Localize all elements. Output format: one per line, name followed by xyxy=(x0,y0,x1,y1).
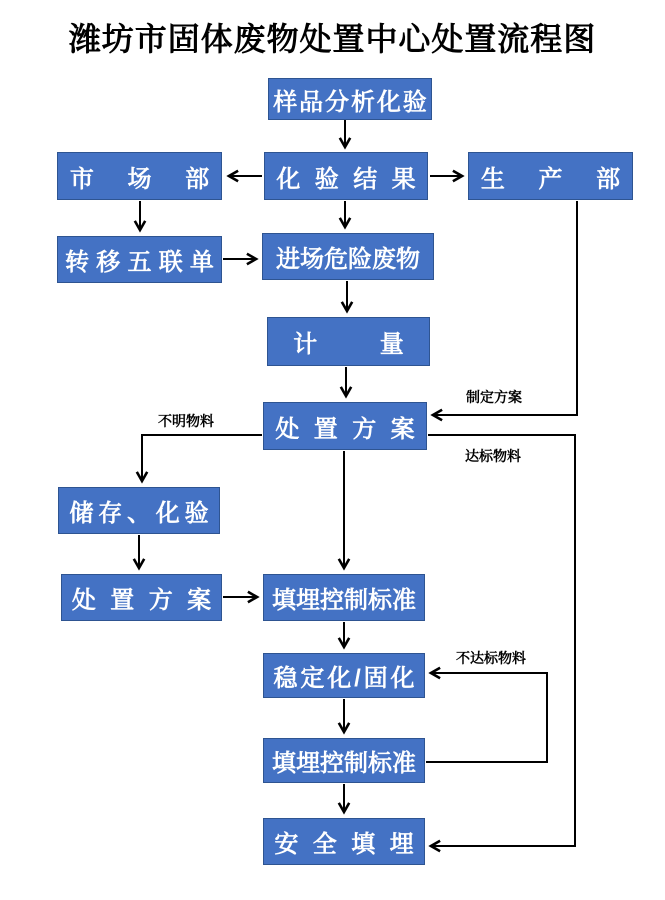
node-incoming-waste xyxy=(262,233,434,280)
node-production-dept xyxy=(468,152,654,200)
edge-label-unknown-material: 不明物料 xyxy=(158,413,214,429)
node-transfer-form xyxy=(57,236,222,283)
node-stabilization xyxy=(263,653,425,698)
node-market-dept xyxy=(57,152,243,200)
node-landfill-standard-1 xyxy=(263,574,425,621)
node-label: 处置方案 xyxy=(275,415,429,443)
node-label: 稳定化/固化 xyxy=(273,665,418,692)
node-test-result xyxy=(264,152,428,200)
node-label: 生产部 xyxy=(480,165,654,193)
node-label: 处置方案 xyxy=(71,587,226,614)
node-disposal-plan xyxy=(263,402,427,450)
node-disposal-plan-2 xyxy=(61,574,226,621)
node-label: 样品分析化验 xyxy=(273,88,429,116)
node-label: 填埋控制标准 xyxy=(272,750,416,777)
node-label: 进场危险废物 xyxy=(276,246,420,273)
node-label: 市场部 xyxy=(69,165,243,193)
node-label: 计量 xyxy=(293,331,467,358)
node-weighing xyxy=(267,317,467,366)
node-sample-analysis xyxy=(268,78,432,120)
node-label: 化验结果 xyxy=(276,165,430,193)
node-landfill-standard-2 xyxy=(263,738,425,783)
node-label: 填埋控制标准 xyxy=(272,587,416,614)
edge-label-unqualified-material: 不达标物料 xyxy=(456,650,526,666)
edge-label-make-plan: 制定方案 xyxy=(466,389,522,405)
node-storage-testing xyxy=(58,487,220,534)
node-label: 储存、化验 xyxy=(69,500,214,527)
node-safe-landfill xyxy=(263,818,428,865)
edge-label-qualified-material: 达标物料 xyxy=(465,448,521,464)
node-label: 转移五联单 xyxy=(65,249,222,276)
node-label: 安全填埋 xyxy=(274,831,428,858)
page-title: 潍坊市固体废物处置中心处置流程图 xyxy=(68,21,597,57)
